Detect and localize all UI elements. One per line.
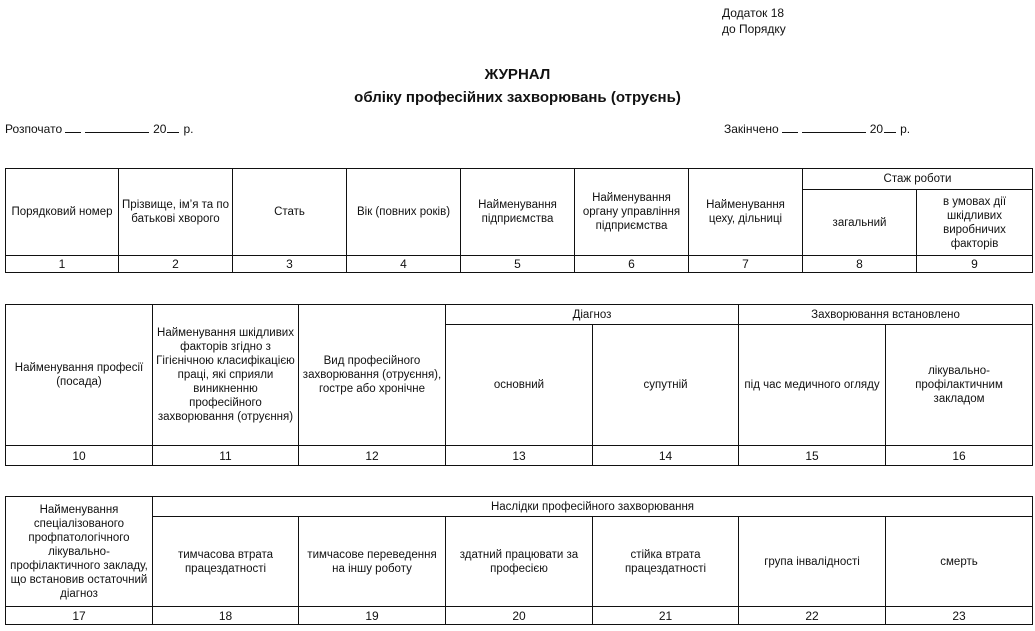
started-label: Розпочато — [5, 122, 63, 136]
finished-date-line — [724, 120, 910, 136]
header-able-to-work: здатний працювати за професією — [446, 517, 593, 607]
header-sex: Стать — [233, 169, 347, 256]
column-number: 23 — [886, 607, 1033, 625]
journal-table-part2 — [5, 304, 1033, 466]
header-established-medical-exam: під час медичного огляду — [739, 325, 886, 446]
column-number: 13 — [446, 446, 593, 466]
column-number: 2 — [119, 256, 233, 273]
header-workshop: Найменування цеху, дільниці — [689, 169, 803, 256]
header-diagnosis: Діагноз — [446, 305, 739, 325]
header-temporary-transfer: тимчасове переведення на іншу роботу — [299, 517, 446, 607]
header-temporary-disability: тимчасова втрата працездатності — [153, 517, 299, 607]
column-number: 15 — [739, 446, 886, 466]
journal-table-part1 — [5, 168, 1033, 273]
column-number: 10 — [6, 446, 153, 466]
header-work-experience: Стаж роботи — [803, 169, 1033, 190]
column-number: 9 — [917, 256, 1033, 273]
column-number: 22 — [739, 607, 886, 625]
header-experience-total: загальний — [803, 190, 917, 256]
annex-number: Додаток 18 — [722, 6, 785, 20]
column-number: 7 — [689, 256, 803, 273]
header-experience-harmful: в умовах дії шкідливих виробничих факторів — [917, 190, 1033, 256]
column-number: 20 — [446, 607, 593, 625]
column-number: 18 — [153, 607, 299, 625]
column-number: 16 — [886, 446, 1033, 466]
started-date-line — [5, 120, 194, 136]
year-blank — [167, 120, 179, 133]
column-number: 8 — [803, 256, 917, 273]
day-blank — [782, 120, 798, 133]
column-number: 4 — [347, 256, 461, 273]
column-number: 6 — [575, 256, 689, 273]
header-established-clinic: лікувально-профілактичним закладом — [886, 325, 1033, 446]
column-number: 19 — [299, 607, 446, 625]
header-harmful-factors: Найменування шкідливих факторів згідно з Гігієнічною класифікацією праці, які сприяли виникненню професійного захворювання (отруєння) — [153, 305, 299, 446]
journal-title: ЖУРНАЛ — [484, 66, 551, 83]
header-patient-name: Прізвище, ім’я та по батькові хворого — [119, 169, 233, 256]
year-suffix: р. — [183, 122, 194, 136]
day-blank — [65, 120, 81, 133]
column-number: 12 — [299, 446, 446, 466]
annex-order: до Порядку — [722, 22, 786, 36]
header-management-body: Найменування органу управління підприємства — [575, 169, 689, 256]
month-blank — [802, 120, 866, 133]
column-number: 11 — [153, 446, 299, 466]
column-number: 1 — [6, 256, 119, 273]
header-profession: Найменування професії (посада) — [6, 305, 153, 446]
year-blank — [884, 120, 896, 133]
finished-label: Закінчено — [724, 122, 779, 136]
header-permanent-disability: стійка втрата працездатності — [593, 517, 739, 607]
year-prefix: 20 — [869, 122, 884, 136]
header-disease-established: Захворювання встановлено — [739, 305, 1033, 325]
column-number: 5 — [461, 256, 575, 273]
header-specialized-institution: Найменування спеціалізованого профпатологічного лікувально-профілактичного закладу, що встановив остаточний діагноз — [6, 497, 153, 607]
annex-reference — [722, 5, 786, 37]
header-disease-consequences: Наслідки професійного захворювання — [153, 497, 1033, 517]
column-number: 14 — [593, 446, 739, 466]
header-diagnosis-concomitant: супутній — [593, 325, 739, 446]
year-suffix: р. — [900, 122, 911, 136]
month-blank — [85, 120, 149, 133]
column-number: 21 — [593, 607, 739, 625]
column-number: 3 — [233, 256, 347, 273]
header-age: Вік (повних років) — [347, 169, 461, 256]
header-ordinal-number: Порядковий номер — [6, 169, 119, 256]
header-diagnosis-main: основний — [446, 325, 593, 446]
header-enterprise-name: Найменування підприємства — [461, 169, 575, 256]
journal-subtitle: обліку професійних захворювань (отруєнь) — [354, 89, 681, 106]
year-prefix: 20 — [153, 122, 167, 136]
header-disability-group: група інвалідності — [739, 517, 886, 607]
header-disease-type: Вид професійного захворювання (отруєння), гостре або хронічне — [299, 305, 446, 446]
journal-table-part3 — [5, 496, 1033, 625]
header-death: смерть — [886, 517, 1033, 607]
column-number: 17 — [6, 607, 153, 625]
